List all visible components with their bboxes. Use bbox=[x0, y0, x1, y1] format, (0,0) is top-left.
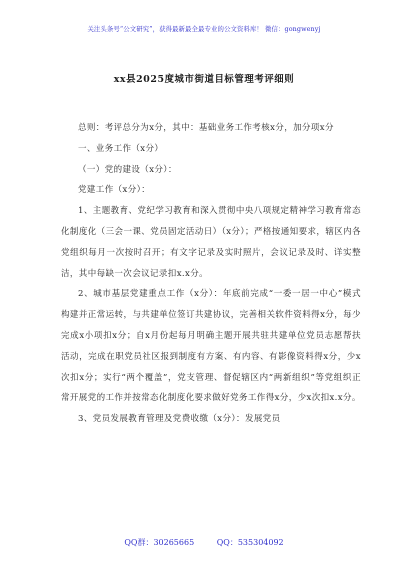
document-title: xx县2025度城市街道目标管理考评细则 bbox=[113, 74, 295, 85]
heading-business-work: 一、业务工作（x分） bbox=[78, 143, 164, 154]
paragraph-general-rules: 总则：考评总分为x分，其中：基础业务工作考核x分，加分项x分 bbox=[78, 123, 334, 133]
paragraph-item-1: 1、主题教育、党纪学习教育和深入贯彻中央八项规定精神学习教育常态化制度化（三会一课、党员固定活动日）（x分）；严格按通知要求，辖区内各党组织每月一次按时召开；有文字记录及实时照片，会议记录及时、详实整洁，其中每缺一次会议记录扣x.x分。 bbox=[61, 206, 361, 279]
paragraph-item-2: 2、城市基层党建重点工作（x分）：年底前完成“一委一居一中心”模式构建并正常运转，与共建单位签订共建协议，完善相关软件资料得x分，每少完成x小项扣x分；自x月份起每月明确主题开展共驻共建单位党员志愿帮扶活动，完成在职党员社区报到制度有方案、有内容、有影像资料得x分，少x次扣x分；实行“两个覆盖”，党支管理、督促辖区内“两新组织”等党组织正常开展党的工作并按常态化制度化要求做好党务工作得x分，少x次扣x.x分。 bbox=[61, 289, 361, 404]
document-body bbox=[61, 118, 361, 430]
qq-number-text: QQ：535304092 bbox=[216, 538, 284, 547]
qq-group-text: QQ群：30265665 bbox=[124, 538, 195, 547]
footer-contact bbox=[0, 537, 408, 548]
paragraph-item-3: 3、党员发展教育管理及党费收缴（x分）：发展党员 bbox=[78, 414, 281, 425]
heading-party-building: （一）党的建设（x分）： bbox=[78, 164, 177, 175]
heading-party-work: 党建工作（x分）： bbox=[78, 185, 151, 196]
header-banner: 关注头条号“公文研究”，获得最新最全最专业的公文资料库！ 微信：gongwenyj bbox=[87, 25, 321, 33]
